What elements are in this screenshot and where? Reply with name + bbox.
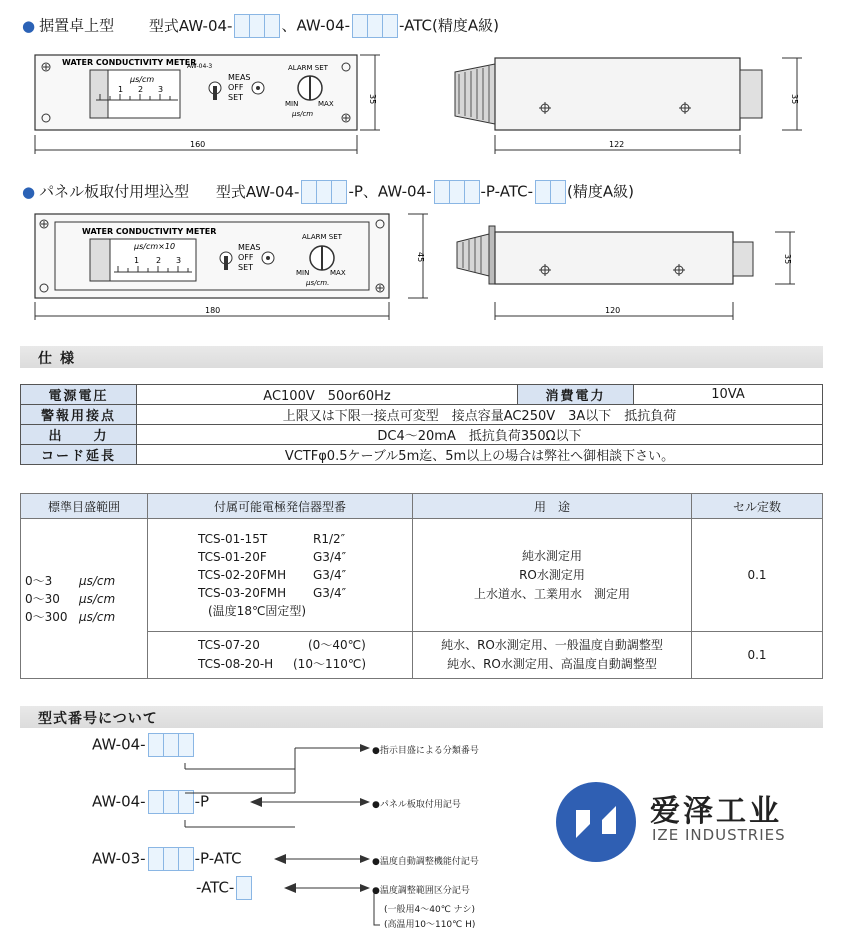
code-boxes [352,14,397,38]
svg-text:2: 2 [156,256,162,265]
svg-text:45: 45 [416,252,425,263]
svg-text:160: 160 [190,140,206,149]
svg-text:2: 2 [138,85,144,94]
ize-logo-icon [554,780,638,864]
code-connector-lines [150,735,380,935]
svg-text:MEAS: MEAS [238,243,261,252]
svg-text:MAX: MAX [330,269,346,277]
models-cell-1: TCS-01-15T R1/2″ TCS-01-20F G3/4″ TCS-02-20FMH G3/4″ TCS-03-20FMH G3/4″ (温度18℃固定型) [148,519,413,632]
logo-chinese: 爱泽工业 [650,794,782,829]
code-line-2: AW-04- -P [92,790,209,814]
svg-text:SET: SET [228,93,244,102]
svg-text:35: 35 [790,94,799,105]
code-heading-bar: 型式番号について [20,706,823,728]
side-view-drawing-1 [445,50,815,160]
svg-text:3: 3 [176,256,182,265]
table-row: TCS-07-20 (0～40℃) TCS-08-20-H (10～110℃) 純水、RO水測定用、一般温度自動調整型 純水、RO水測定用、高温度自動調整型 0.1 [21,632,823,679]
table-row: 警報用接点 上限又は下限一接点可変型 接点容量AC250V 3A以下 抵抗負荷 [21,405,823,425]
svg-text:SET: SET [238,263,254,272]
svg-text:OFF: OFF [228,83,244,92]
code-boxes [234,14,279,38]
svg-text:MAX: MAX [318,100,334,108]
logo-english: IZE INDUSTRIES [652,826,786,844]
uses-cell-1: 純水測定用 RO水測定用 上水道水、工業用水 測定用 [413,519,692,632]
svg-text:180: 180 [205,306,221,315]
section2-title: ● パネル板取付用埋込型 型式AW-04- -P、AW-04- -P-ATC- (精度A級) [22,180,634,204]
svg-text:MIN: MIN [296,269,310,277]
side-view-drawing-2 [445,212,815,327]
spec-heading-bar: 仕様 [20,346,823,368]
code-boxes [535,180,565,204]
table-row: コード延長 VCTFφ0.5ケーブル5m迄、5m以上の場合は弊社へ御相談下さい。 [21,445,823,465]
svg-text:ALARM SET: ALARM SET [302,233,342,241]
table-header: 標準目盛範囲 付属可能電極発信器型番 用 途 セル定数 [21,494,823,519]
svg-text:μs/cm.: μs/cm. [306,279,330,287]
table-row: 0～3 μs/cm 0～30 μs/cm 0～300 μs/cm TCS-01-15T R1/2″ TCS-01-20F G3/4″ TCS-02-20FMH G3/4″ TCS-03-20FMH G3/4″ (温度18℃固定型) 純水測定用 RO水測定用 上水道水、工業用水 測定用 0.1 [21,519,823,632]
svg-text:AW-04-3: AW-04-3 [187,63,213,70]
svg-text:μs/cm: μs/cm [292,110,314,118]
svg-text:3: 3 [158,85,164,94]
svg-text:120: 120 [605,306,621,315]
front-panel-drawing-2 [30,212,440,327]
svg-text:ALARM SET: ALARM SET [288,64,328,72]
svg-text:WATER CONDUCTIVITY METER: WATER CONDUCTIVITY METER [82,227,217,236]
code-line-3: AW-03- -P-ATC [92,847,242,871]
meter-label: WATER CONDUCTIVITY METER [62,58,197,67]
svg-text:μs/cm: μs/cm [130,75,155,84]
svg-text:1: 1 [118,85,124,94]
range-cell: 0～3 μs/cm 0～30 μs/cm 0～300 μs/cm [21,519,148,679]
front-panel-drawing-1 [30,50,390,160]
svg-text:OFF: OFF [238,253,254,262]
svg-text:122: 122 [609,140,625,149]
section1-title: ● 据置卓上型 型式AW-04- 、AW-04- -ATC(精度A級) [22,14,499,38]
standard-range-table [20,493,823,679]
svg-text:MEAS: MEAS [228,73,251,82]
code-line-4: -ATC- [196,876,253,900]
table-row: 電源電圧 AC100V 50or60Hz 消費電力 10VA [21,385,823,405]
spec-table [20,384,823,465]
models-cell-2: TCS-07-20 (0～40℃) TCS-08-20-H (10～110℃) [148,632,413,679]
svg-text:μs/cm×10: μs/cm×10 [134,242,176,251]
table-row: 出 力 DC4～20mA 抵抗負荷350Ω以下 [21,425,823,445]
svg-text:MIN: MIN [285,100,299,108]
code-boxes [301,180,346,204]
svg-text:35: 35 [783,254,792,265]
code-line-1: AW-04- [92,733,195,757]
code-boxes [434,180,479,204]
svg-text:35: 35 [368,94,377,105]
uses-cell-2: 純水、RO水測定用、一般温度自動調整型 純水、RO水測定用、高温度自動調整型 [413,632,692,679]
svg-text:1: 1 [134,256,140,265]
